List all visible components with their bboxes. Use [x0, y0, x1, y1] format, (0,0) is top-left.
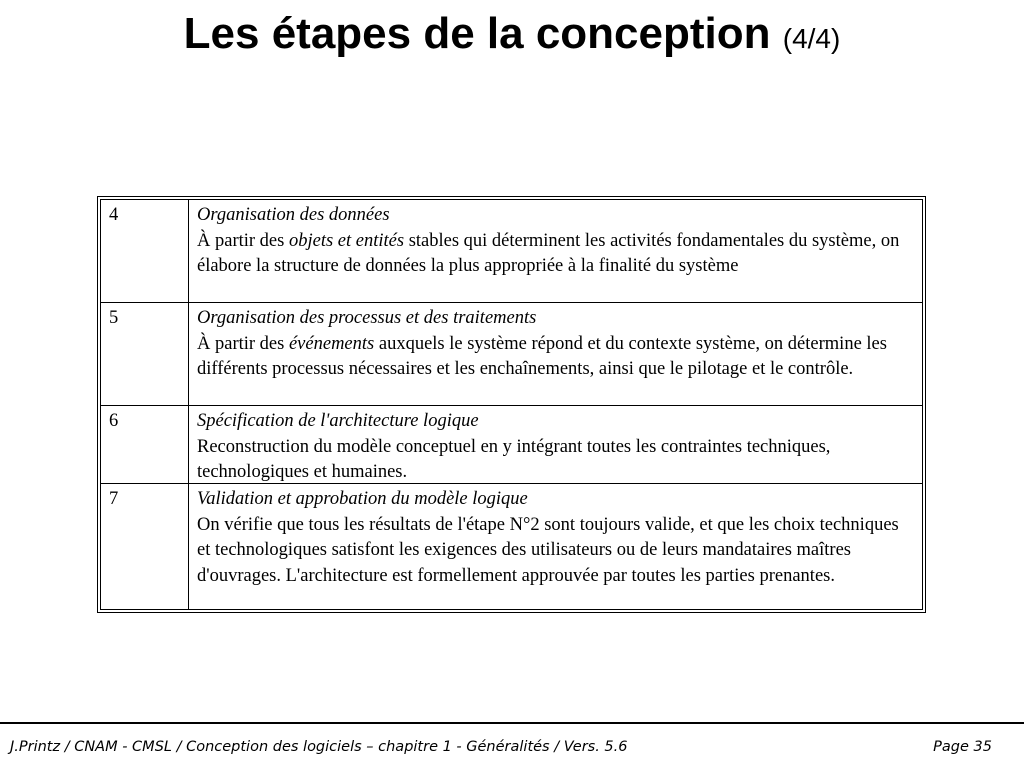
step-heading: Organisation des processus et des traitements	[197, 308, 537, 328]
step-description	[197, 306, 916, 383]
step-description	[197, 409, 916, 486]
step-text: On vérifie que tous les résultats de l'étape N°2 sont toujours valide, et que les choix techniques et technologiques satisfont les exigences des utilisateurs ou de leurs mandataires maîtres d'ouvrages. L'architecture est formellement approuvée par toutes les parties prenantes.	[197, 514, 899, 586]
step-heading: Spécification de l'architecture logique	[197, 411, 479, 431]
footer-credits: J.Printz / CNAM - CMSL / Conception des logiciels – chapitre 1 - Généralités / Vers. 5.6	[10, 739, 628, 755]
step-text-post: stables qui déterminent les activités fondamentales du système, on élabore la structure de données la plus appropriée à la finalité du système	[197, 230, 900, 277]
step-text-pre: À partir des	[197, 333, 289, 354]
step-description	[197, 203, 916, 280]
steps-table-inner	[100, 199, 923, 610]
page-number: Page 35	[933, 739, 992, 755]
table-row-step-7	[101, 483, 922, 610]
step-text-emphasis: objets et entités	[288, 230, 405, 251]
step-text-pre: À partir des	[197, 230, 289, 251]
title-page-indicator: (4/4)	[782, 23, 841, 54]
step-number: 5	[109, 308, 119, 328]
title-text: Les étapes de la conception	[183, 9, 771, 58]
footer-divider	[0, 722, 1024, 724]
step-number: 6	[109, 411, 119, 431]
table-row-step-4	[101, 200, 922, 302]
table-row-step-5	[101, 302, 922, 406]
slide-title	[0, 6, 1024, 67]
step-text: Reconstruction du modèle conceptuel en y intégrant toutes les contraintes techniques, technologiques et humaines.	[197, 436, 831, 483]
step-heading: Validation et approbation du modèle logique	[197, 489, 528, 509]
steps-table	[97, 196, 926, 613]
step-text-post: auxquels le système répond et du contexte système, on détermine les différents processus nécessaires et les enchaînements, ainsi que le pilotage et le contrôle.	[197, 333, 887, 380]
step-text-emphasis: événements	[288, 333, 375, 354]
step-number: 4	[109, 205, 119, 225]
table-row-step-6	[101, 405, 922, 484]
step-heading: Organisation des données	[197, 205, 390, 225]
step-description	[197, 487, 916, 589]
step-number: 7	[109, 489, 119, 509]
